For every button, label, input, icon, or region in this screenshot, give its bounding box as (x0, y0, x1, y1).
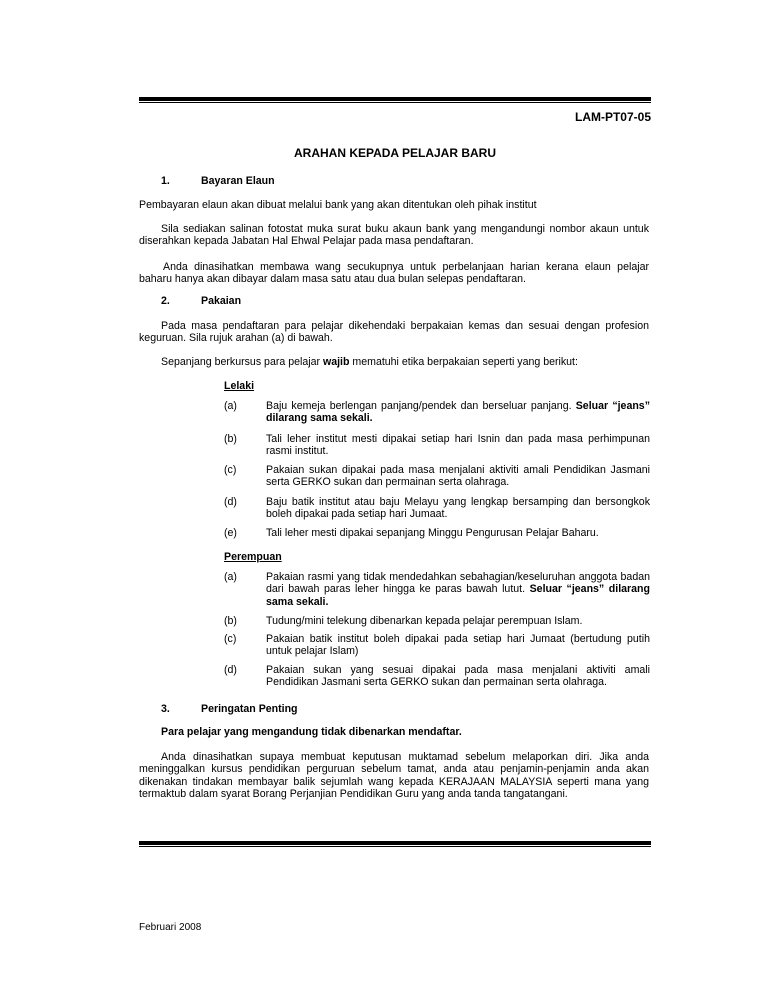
paragraph: Anda dinasihatkan supaya membuat keputusan muktamad sebelum melaporkan diri. Jika anda meninggalkan kursus pendidikan perguruan sebelum tamat, anda atau penjamin-penjamin anda akan dikenakan tindakan membayar balik sejumlah wang kepada KERAJAAN MALAYSIA seperti mana yang termaktub dalam syarat Borang Perjanjian Pendidikan Guru yang anda tanda tangatangani. (139, 751, 649, 801)
list-item (224, 400, 650, 425)
item-text: Baju batik institut atau baju Melayu yang lengkap bersamping dan bersongkok boleh dipakai pada setiap hari Jumaat. (266, 496, 650, 521)
text-run: Sepanjang berkursus para pelajar (161, 356, 323, 368)
text-run: Pakaian rasmi yang tidak mendedahkan sebahagian/keseluruhan anggota badan dari bawah paras leher hingga ke paras bawah lutut. (266, 571, 650, 596)
item-label: (b) (224, 615, 237, 627)
paragraph: Pembayaran elaun akan dibuat melalui bank yang akan ditentukan oleh pihak institut (139, 199, 537, 211)
item-label: (e) (224, 527, 237, 539)
item-label: (d) (224, 496, 237, 508)
section-title: Pakaian (201, 295, 242, 307)
footer-rule (139, 841, 651, 847)
item-label: (c) (224, 464, 237, 476)
item-label: (c) (224, 633, 237, 645)
item-text: Tali leher mesti dipakai sepanjang Minggu Pengurusan Pelajar Baharu. (266, 527, 599, 539)
paragraph: Anda dinasihatkan membawa wang secukupnya untuk perbelanjaan harian kerana elaun pelajar baharu hanya akan dibayar dalam masa satu atau dua bulan selepas pendaftaran. (139, 261, 649, 286)
section-number: 1. (161, 175, 170, 187)
item-label: (a) (224, 571, 237, 583)
paragraph-bold: Para pelajar yang mengandung tidak dibenarkan mendaftar. (161, 726, 462, 738)
list-item (224, 433, 650, 458)
section-heading-bayaran-elaun (161, 175, 275, 187)
paragraph: Pada masa pendaftaran para pelajar dikehendaki berpakaian kemas dan sesuai dengan profesion keguruan. Sila rujuk arahan (a) di bawah. (139, 320, 649, 345)
section-heading-pakaian (161, 295, 241, 307)
item-text: Tudung/mini telekung dibenarkan kepada pelajar perempuan Islam. (266, 615, 583, 627)
footer-date: Februari 2008 (139, 922, 202, 933)
item-text (266, 571, 650, 608)
text-run: mematuhi etika berpakaian seperti yang berikut: (349, 356, 578, 368)
section-number: 2. (161, 295, 170, 307)
section-title: Peringatan Penting (201, 703, 298, 715)
text-run-bold: Seluar “jeans” dilarang sama sekali. (266, 400, 650, 425)
item-text: Pakaian batik institut boleh dipakai pada setiap hari Jumaat (bertudung putih untuk pelajar Islam) (266, 633, 650, 658)
paragraph (139, 356, 649, 368)
text-run-bold: Seluar “jeans” dilarang sama sekali. (266, 583, 650, 608)
document-code: LAM-PT07-05 (574, 110, 651, 124)
list-item (224, 527, 650, 539)
page-title: ARAHAN KEPADA PELAJAR BARU (293, 146, 496, 160)
text-run: Baju kemeja berlengan panjang/pendek dan berseluar panjang. (266, 400, 576, 412)
item-label: (b) (224, 433, 237, 445)
list-item (224, 664, 650, 689)
item-text: Pakaian sukan yang sesuai dipakai pada masa menjalani aktiviti amali Pendidikan Jasmani serta GERKO sukan dan permainan serta olahraga. (266, 664, 650, 689)
list-item (224, 464, 650, 489)
item-label: (d) (224, 664, 237, 676)
item-label: (a) (224, 400, 237, 412)
list-item (224, 496, 650, 521)
subheading-lelaki: Lelaki (224, 380, 255, 392)
section-heading-peringatan-penting (161, 703, 298, 715)
paragraph: Sila sediakan salinan fotostat muka surat buku akaun bank yang mengandungi nombor akaun untuk diserahkan kepada Jabatan Hal Ehwal Pelajar pada masa pendaftaran. (139, 223, 649, 248)
list-item (224, 571, 650, 608)
item-text: Pakaian sukan dipakai pada masa menjalani aktiviti amali Pendidikan Jasmani serta GERKO sukan dan permainan serta olahraga. (266, 464, 650, 489)
list-item (224, 615, 650, 627)
list-item (224, 633, 650, 658)
section-number: 3. (161, 703, 170, 715)
item-text (266, 400, 650, 425)
header-rule (139, 97, 651, 103)
text-run-bold: wajib (322, 356, 350, 368)
subheading-perempuan: Perempuan (224, 551, 282, 563)
item-text: Tali leher institut mesti dipakai setiap hari Isnin dan pada masa perhimpunan rasmi institut. (266, 433, 650, 458)
section-title: Bayaran Elaun (201, 175, 275, 187)
